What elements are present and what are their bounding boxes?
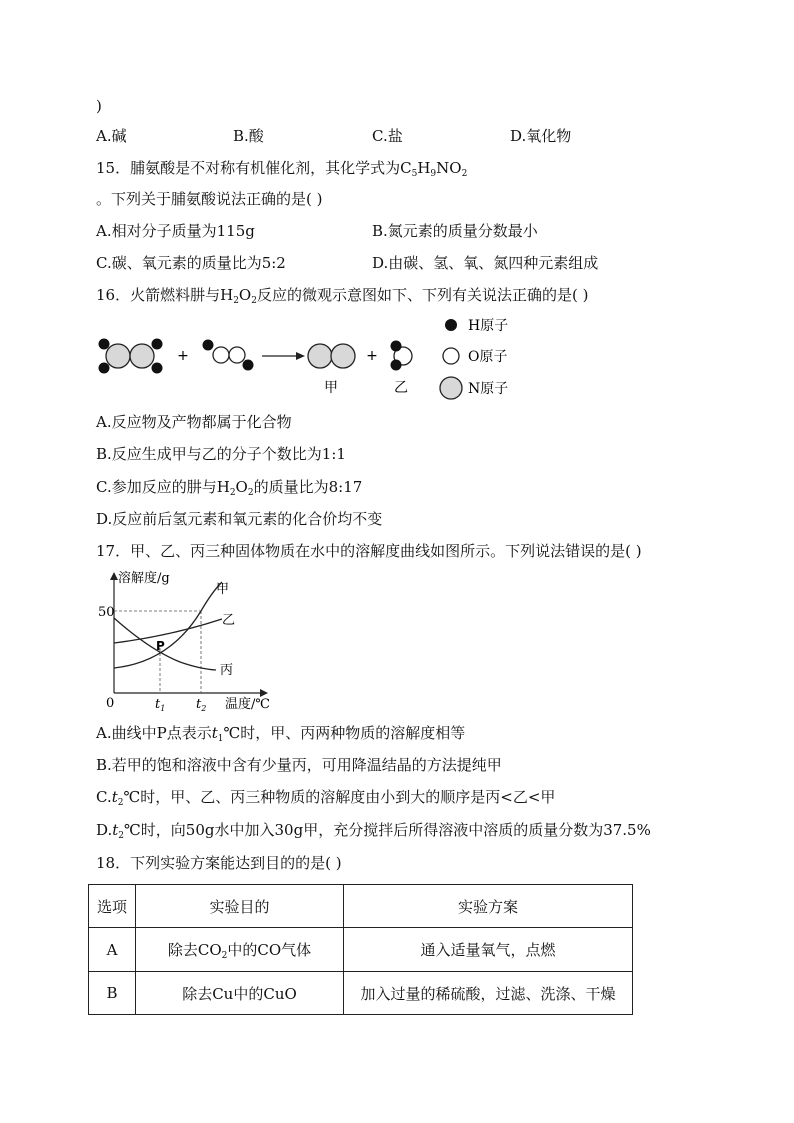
reaction-arrow xyxy=(262,352,305,360)
row-goal: 除去Cu中的CuO xyxy=(136,972,344,1015)
curve-label-jia: 甲 xyxy=(216,582,230,597)
prev-option-c: C.盐 xyxy=(372,127,403,145)
prev-options xyxy=(0,125,794,145)
reaction-diagram xyxy=(0,310,794,405)
row-plan: 加入过量的稀硫酸，过滤、洗涤、干燥 xyxy=(344,972,633,1015)
graph-point-p: P xyxy=(156,639,165,653)
graph-xlabel: 温度/℃ xyxy=(225,697,270,712)
hydrazine-molecule xyxy=(99,339,163,374)
plus-sign-1: + xyxy=(177,348,189,364)
table-row xyxy=(89,928,633,972)
graph-t2: $t_2$ xyxy=(196,697,207,713)
graph-t1: $t_1$ xyxy=(155,697,166,713)
prev-option-b: B.酸 xyxy=(233,127,264,145)
q18-stem: 18．下列实验方案能达到目的的是( ) xyxy=(96,854,342,872)
q16-stem: 16．火箭燃料肼与$H_2O_2$反应的微观示意图如下、下列有关说法正确的是( ) xyxy=(96,286,589,306)
q15-stem-cont: 。下列关于脯氨酸说法正确的是( ) xyxy=(96,190,323,208)
legend-h-atom: H原子 xyxy=(468,318,509,334)
curve-label-yi: 乙 xyxy=(222,613,236,628)
curve-jia xyxy=(114,582,222,668)
row-plan: 通入适量氧气，点燃 xyxy=(344,928,633,972)
q17-option-a: A.曲线中P点表示$t_1℃$时，甲、丙两种物质的溶解度相等 xyxy=(96,724,466,744)
graph-ylabel: 溶解度/g xyxy=(118,571,170,586)
plus-sign-2: + xyxy=(366,348,378,364)
row-goal: 除去$CO_2$中的CO气体 xyxy=(136,928,344,972)
q17-option-b: B.若甲的饱和溶液中含有少量丙，可用降温结晶的方法提纯甲 xyxy=(96,756,502,774)
prev-question-tail: ) xyxy=(96,97,102,115)
table-row xyxy=(89,972,633,1015)
curve-label-bing: 丙 xyxy=(220,663,234,678)
q16-option-c: C.参加反应的肼与$H_2O_2$的质量比为8:17 xyxy=(96,478,363,498)
experiment-table xyxy=(88,884,633,1015)
q17-option-d: $D.t_2℃$时，向50g水中加入30g甲，充分搅拌后所得溶液中溶质的质量分数为37.5% xyxy=(96,821,651,841)
q15-option-d: D.由碳、氢、氧、氮四种元素组成 xyxy=(372,254,599,272)
water-molecule xyxy=(391,341,413,371)
graph-y-tick-50: 50 xyxy=(98,605,115,620)
product-label-jia: 甲 xyxy=(324,380,338,396)
q15-stem: 15．脯氨酸是不对称有机催化剂，其化学式为$C_5H_9NO_2$ xyxy=(96,159,468,179)
legend-o-atom: O原子 xyxy=(468,349,508,365)
row-option: B xyxy=(89,972,136,1015)
q16-option-b: B.反应生成甲与乙的分子个数比为1:1 xyxy=(96,445,346,463)
q17-stem: 17．甲、乙、丙三种固体物质在水中的溶解度曲线如图所示。下列说法错误的是( ) xyxy=(96,542,642,560)
n-atom-icon xyxy=(440,377,462,399)
prev-option-a: A.碱 xyxy=(96,127,127,145)
h-atom-icon xyxy=(445,319,457,331)
legend-n-atom: N原子 xyxy=(468,381,509,397)
header-plan: 实验方案 xyxy=(344,885,633,928)
q16-option-d: D.反应前后氢元素和氧元素的化合价均不变 xyxy=(96,510,383,528)
header-goal: 实验目的 xyxy=(136,885,344,928)
q15-option-c: C.碳、氧元素的质量比为5:2 xyxy=(96,254,286,272)
q15-formula: $C_5H_9NO_2$ xyxy=(400,159,468,179)
hydrogen-peroxide-molecule xyxy=(203,340,254,371)
prev-option-d: D.氧化物 xyxy=(510,127,572,145)
q15-option-a: A.相对分子质量为115g xyxy=(96,222,255,240)
row-option: A xyxy=(89,928,136,972)
product-label-yi: 乙 xyxy=(394,380,408,396)
q15-option-b: B.氮元素的质量分数最小 xyxy=(372,222,538,240)
table-header-row xyxy=(89,885,633,928)
q17-option-c: $C.t_2℃$时，甲、乙、丙三种物质的溶解度由小到大的顺序是丙<乙<甲 xyxy=(96,788,556,808)
o-atom-icon xyxy=(443,348,459,364)
q16-option-a: A.反应物及产物都属于化合物 xyxy=(96,413,292,431)
atom-legend xyxy=(440,318,508,399)
header-option: 选项 xyxy=(89,885,136,928)
nitrogen-molecule xyxy=(308,344,355,368)
solubility-graph xyxy=(90,568,280,716)
graph-origin: 0 xyxy=(106,696,115,711)
